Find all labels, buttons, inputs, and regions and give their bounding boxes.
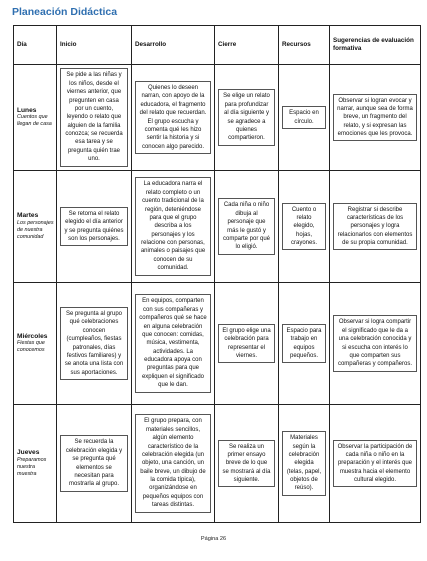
- inicio-cell: [57, 65, 132, 171]
- sugerencias-text: Observar si logra compartir el significado que le da a una celebración conocida y si escucha con interés lo que comparten sus compañeras y compañeros.: [333, 315, 417, 371]
- day-name: Jueves: [17, 449, 40, 457]
- desarrollo-text: La educadora narra el relato completo o un cuento tradicional de la región, deteniéndose para que el grupo describa a los personajes y los relacione con personas, animales o paisajes que conocen de su comunidad.: [135, 177, 211, 275]
- day-cell: [14, 283, 57, 405]
- day-cell: [14, 405, 57, 523]
- header-inicio: Inicio: [57, 26, 132, 65]
- recursos-text: Materiales según la celebración elegida (telas, papel, objetos de reúso).: [282, 431, 326, 496]
- sugerencias-text: Observar si logran evocar y narrar, aunque sea de forma breve, un fragmento del relato, y si expresan las emociones que les provoca.: [333, 94, 417, 142]
- day-name: Miércoles: [17, 332, 48, 340]
- header-desarrollo: Desarrollo: [132, 26, 215, 65]
- sugerencias-cell: [330, 65, 421, 171]
- recursos-cell: [279, 171, 330, 283]
- inicio-cell: [57, 283, 132, 405]
- header-cierre: Cierre: [215, 26, 279, 65]
- day-name: Lunes: [17, 106, 37, 114]
- table-row: [14, 171, 421, 283]
- inicio-text: Se retoma el relato elegido el día anterior y se pregunta quiénes son los personajes.: [60, 207, 128, 247]
- desarrollo-cell: [132, 405, 215, 523]
- day-subtitle: Fiestas que conocemos: [17, 340, 45, 354]
- desarrollo-cell: [132, 65, 215, 171]
- header-sugerencias: Sugerencias de evaluación formativa: [330, 26, 421, 65]
- sugerencias-text: Registrar si describe características de los personajes y logra relacionarlos con elementos de su propia comunidad.: [333, 203, 417, 251]
- recursos-cell: [279, 405, 330, 523]
- inicio-text: Se recuerda la celebración elegida y se pregunta qué elementos se necesitan para mostrarla al grupo.: [60, 435, 128, 491]
- table-row: [14, 65, 421, 171]
- sugerencias-text: Observar la participación de cada niña o niño en la preparación y el interés que muestra hacia el elemento cultural elegido.: [333, 440, 417, 488]
- recursos-cell: [279, 283, 330, 405]
- page-footer: Página 26: [200, 536, 227, 542]
- planning-table: [13, 25, 421, 523]
- cierre-cell: [215, 65, 279, 171]
- page-title: Planeación Didáctica: [12, 6, 118, 18]
- recursos-cell: [279, 65, 330, 171]
- table-header-row: [14, 26, 421, 65]
- desarrollo-cell: [132, 283, 215, 405]
- inicio-text: Se pide a las niñas y los niños, desde el viernes anterior, que pregunten en casa por un cuento, leyendo o relato que alguien de la familia conozca; se recuerda esa tarea y se pregunta quién trae uno.: [60, 68, 128, 166]
- desarrollo-text: Quienes lo deseen narran, con apoyo de la educadora, el fragmento del relato que recuerdan. El grupo escucha y comenta qué les hizo sentir la historia y si conocen algo parecido.: [135, 81, 211, 154]
- cierre-text: Cada niña o niño dibuja al personaje que más le gustó y comparte por qué lo eligió.: [218, 198, 275, 254]
- cierre-cell: [215, 171, 279, 283]
- sugerencias-cell: [330, 405, 421, 523]
- cierre-text: El grupo elige una celebración para representar el viernes.: [218, 324, 275, 364]
- inicio-cell: [57, 405, 132, 523]
- cierre-text: Se realiza un primer ensayo breve de lo que se mostrará al día siguiente.: [218, 440, 275, 488]
- day-subtitle: Los personajes de nuestra comunidad: [17, 219, 54, 240]
- header-recursos: Recursos: [279, 26, 330, 65]
- day-name: Martes: [17, 212, 39, 220]
- recursos-text: Espacio para trabajo en equipos pequeños.: [282, 324, 326, 364]
- header-dia: Día: [14, 26, 57, 65]
- recursos-text: Espacio en círculo.: [282, 106, 326, 129]
- table-row: [14, 405, 421, 523]
- cierre-cell: [215, 283, 279, 405]
- recursos-text: Cuento o relato elegido, hojas, crayones.: [282, 203, 326, 251]
- table-row: [14, 283, 421, 405]
- inicio-text: Se pregunta al grupo qué celebraciones conocen (cumpleaños, fiestas patronales, días festivos familiares) y se anota una lista con sus aportaciones.: [60, 307, 128, 380]
- desarrollo-text: El grupo prepara, con materiales sencillos, algún elemento característico de la celebración elegida (un objeto, una canción, un baile breve, un dibujo de la comida típica), organizándose en pequeños equipos con tareas distintas.: [135, 414, 211, 512]
- day-cell: [14, 65, 57, 171]
- cierre-cell: [215, 405, 279, 523]
- day-subtitle: Cuentos que llegan de casa: [17, 114, 52, 128]
- inicio-cell: [57, 171, 132, 283]
- desarrollo-cell: [132, 171, 215, 283]
- desarrollo-text: En equipos, comparten con sus compañeras y compañeros qué se hace en alguna celebración que conocen: comidas, música, vestimenta, actividades. La educadora apoya con preguntas para que expliquen el significado que le dan.: [135, 294, 211, 392]
- sugerencias-cell: [330, 283, 421, 405]
- sugerencias-cell: [330, 171, 421, 283]
- cierre-text: Se elige un relato para profundizar al día siguiente y se agradece a quienes compartieron.: [218, 89, 275, 145]
- day-cell: [14, 171, 57, 283]
- day-subtitle: Preparamos nuestra muestra: [17, 456, 47, 477]
